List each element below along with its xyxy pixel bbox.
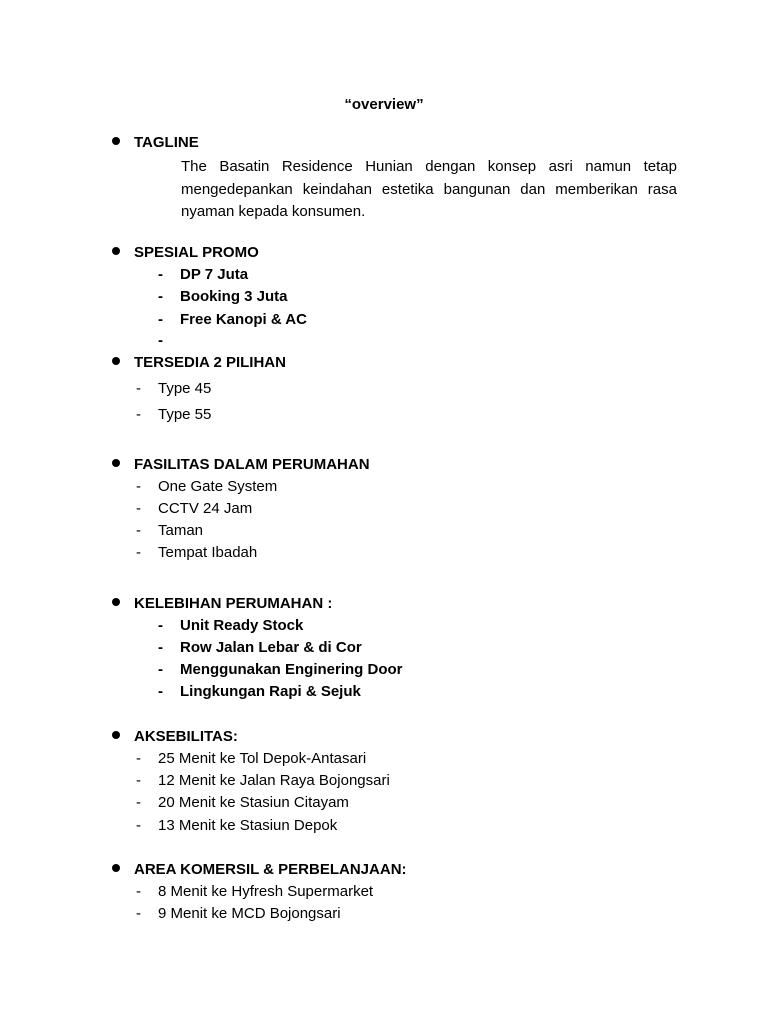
list-item (158, 332, 180, 349)
bullet-icon (112, 137, 120, 145)
section-heading (112, 728, 238, 745)
dash-icon: - (136, 883, 141, 900)
document-title: “overview” (344, 96, 424, 113)
bullet-icon (112, 459, 120, 467)
list-item: - 8 Menit ke Hyfresh Supermarket (136, 883, 374, 900)
dash-icon: - (136, 794, 141, 811)
list-item: - Unit Ready Stock (158, 617, 304, 634)
tagline-text: The Basatin Residence Hunian dengan konsep asri namun tetap mengedepankan keindahan estetika bangunan dan memberikan rasa nyaman kepada konsumen. (181, 158, 677, 220)
list-item: - Menggunakan Enginering Door (158, 661, 403, 678)
list-item: - Free Kanopi & AC (158, 311, 307, 328)
list-item: - Booking 3 Juta (158, 288, 288, 305)
dash-icon: - (158, 288, 163, 305)
section-heading (112, 456, 370, 473)
list-item: - One Gate System (136, 478, 278, 495)
dash-icon: - (136, 817, 141, 834)
section-heading-label: KELEBIHAN PERUMAHAN : (134, 595, 333, 612)
bullet-icon (112, 357, 120, 365)
list-item: - DP 7 Juta (158, 266, 249, 283)
dash-icon: - (136, 750, 141, 767)
section-heading-label: SPESIAL PROMO (134, 244, 259, 261)
list-item: - CCTV 24 Jam (136, 500, 253, 517)
section-heading-label: TERSEDIA 2 PILIHAN (134, 354, 286, 371)
section-heading (112, 354, 286, 371)
dash-icon: - (136, 478, 141, 495)
dash-icon: - (158, 311, 163, 328)
dash-icon: - (158, 266, 163, 283)
bullet-icon (112, 598, 120, 606)
section-heading (112, 134, 199, 151)
list-item: - Type 55 (136, 406, 212, 423)
list-item: - 9 Menit ke MCD Bojongsari (136, 905, 341, 922)
section-heading (112, 244, 259, 261)
list-item: - Tempat Ibadah (136, 544, 258, 561)
bullet-icon (112, 864, 120, 872)
list-item: - Type 45 (136, 380, 212, 397)
dash-icon: - (136, 500, 141, 517)
bullet-icon (112, 247, 120, 255)
list-item: - Row Jalan Lebar & di Cor (158, 639, 362, 656)
list-item: - 13 Menit ke Stasiun Depok (136, 817, 338, 834)
section-heading-label: AKSEBILITAS: (134, 728, 238, 745)
list-item: - Lingkungan Rapi & Sejuk (158, 683, 361, 700)
dash-icon: - (136, 406, 141, 423)
dash-icon: - (136, 772, 141, 789)
dash-icon: - (136, 905, 141, 922)
section-heading (112, 861, 407, 878)
section-heading-label: FASILITAS DALAM PERUMAHAN (134, 456, 370, 473)
section-heading-label: TAGLINE (134, 134, 199, 151)
dash-icon: - (136, 380, 141, 397)
dash-icon: - (158, 332, 163, 349)
dash-icon: - (158, 683, 163, 700)
section-heading (112, 595, 332, 612)
dash-icon: - (158, 639, 163, 656)
dash-icon: - (136, 544, 141, 561)
list-item: - 20 Menit ke Stasiun Citayam (136, 794, 349, 811)
dash-icon: - (136, 522, 141, 539)
dash-icon: - (158, 617, 163, 634)
bullet-icon (112, 731, 120, 739)
list-item: - 12 Menit ke Jalan Raya Bojongsari (136, 772, 390, 789)
section-heading-label: AREA KOMERSIL & PERBELANJAAN: (134, 861, 407, 878)
list-item: - 25 Menit ke Tol Depok-Antasari (136, 750, 367, 767)
list-item: - Taman (136, 522, 204, 539)
dash-icon: - (158, 661, 163, 678)
